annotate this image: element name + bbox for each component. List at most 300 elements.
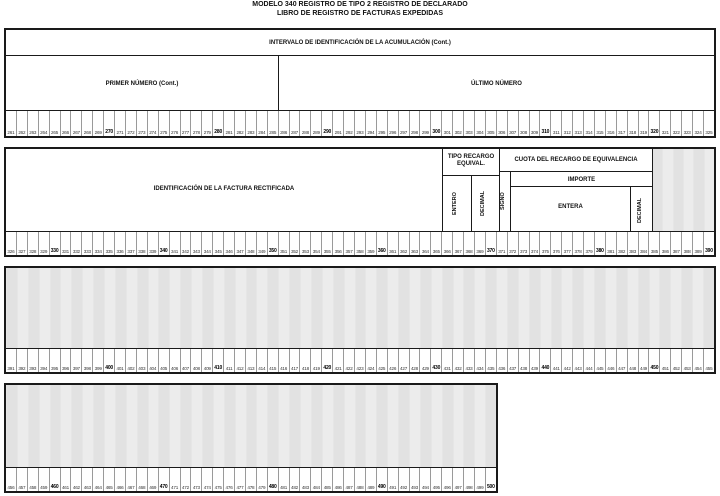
- position-number: 401: [116, 366, 124, 371]
- position-cell: [125, 111, 136, 136]
- position-number: 386: [661, 249, 669, 254]
- position-number: 425: [378, 366, 386, 371]
- position-number: 347: [236, 249, 244, 254]
- position-cell: [354, 468, 365, 491]
- position-cell: [16, 468, 27, 491]
- position-cell: [245, 349, 256, 372]
- position-number: 447: [618, 366, 626, 371]
- position-cell: [376, 232, 387, 255]
- position-cell: [289, 349, 300, 372]
- position-number: 352: [290, 249, 299, 254]
- position-cell: [70, 349, 81, 372]
- position-cell: [234, 232, 245, 255]
- shade-stripe: [50, 268, 61, 348]
- position-cell: [529, 232, 540, 255]
- position-number: 337: [127, 249, 135, 254]
- position-cell: [659, 232, 670, 255]
- position-number: 388: [683, 249, 691, 254]
- position-cell: [81, 111, 92, 136]
- position-cell: [60, 111, 71, 136]
- position-cell: [463, 349, 474, 372]
- position-cell: [670, 232, 681, 255]
- position-cell: [387, 349, 398, 372]
- shade-stripe: [148, 268, 159, 348]
- position-number: 370: [486, 248, 495, 254]
- position-cell: [539, 111, 550, 136]
- position-number: 381: [607, 249, 615, 254]
- position-number: 491: [389, 485, 397, 490]
- position-number: 379: [585, 249, 593, 254]
- position-cell: [70, 468, 81, 491]
- position-cell: [299, 468, 310, 491]
- position-cell: [332, 111, 343, 136]
- position-cell: [212, 111, 223, 136]
- position-number: 411: [225, 366, 233, 371]
- position-cell: [616, 111, 627, 136]
- position-cell: [169, 111, 180, 136]
- position-number: 416: [280, 366, 288, 371]
- position-number: 420: [323, 365, 332, 371]
- position-cell: [681, 349, 692, 372]
- position-number: 415: [269, 366, 277, 371]
- position-cell: [583, 232, 594, 255]
- position-number: 358: [356, 249, 364, 254]
- position-cell: [81, 232, 92, 255]
- position-number: 329: [40, 249, 48, 254]
- position-number: 464: [94, 485, 102, 490]
- position-cell: [27, 232, 38, 255]
- position-number: 359: [367, 249, 375, 254]
- position-cell: [245, 111, 256, 136]
- position-cell: [485, 232, 496, 255]
- position-number: 432: [454, 366, 462, 371]
- shade-stripe: [246, 385, 257, 467]
- position-number: 473: [192, 485, 200, 490]
- position-number: 376: [552, 249, 560, 254]
- shaded-area: [652, 149, 714, 231]
- position-cell: [147, 468, 158, 491]
- position-cell: [6, 349, 16, 372]
- position-number: 364: [421, 249, 429, 254]
- position-cell: [529, 349, 540, 372]
- position-number: 286: [280, 130, 288, 135]
- shade-stripe: [289, 385, 300, 467]
- position-cell: [49, 111, 60, 136]
- shade-stripe: [246, 268, 257, 348]
- position-number: 461: [61, 485, 70, 490]
- position-number: 490: [377, 484, 386, 490]
- position-cell: [103, 349, 114, 372]
- shade-stripe: [300, 268, 311, 348]
- shade-stripe: [126, 268, 137, 348]
- position-cell: [180, 232, 191, 255]
- position-cell: [278, 468, 289, 491]
- position-cell: [103, 111, 114, 136]
- position-number: 335: [105, 249, 113, 254]
- shade-stripe: [673, 149, 683, 231]
- position-cell: [648, 349, 659, 372]
- position-number: 398: [83, 366, 91, 371]
- position-number: 319: [639, 130, 648, 135]
- position-cell: [201, 232, 212, 255]
- position-cell: [343, 349, 354, 372]
- position-number: 493: [410, 485, 419, 490]
- position-number: 333: [83, 249, 91, 254]
- position-cell: [332, 232, 343, 255]
- shade-stripe: [398, 385, 409, 467]
- position-cell: [398, 349, 409, 372]
- shade-stripe: [39, 385, 50, 467]
- position-number: 275: [160, 130, 168, 135]
- position-cell: [201, 468, 212, 491]
- shade-stripe: [169, 268, 180, 348]
- position-number: 339: [149, 249, 157, 254]
- shade-stripe: [224, 385, 235, 467]
- position-number: 417: [290, 366, 299, 371]
- position-number: 449: [639, 366, 648, 371]
- position-number: 366: [443, 249, 451, 254]
- shade-stripe: [158, 268, 169, 348]
- position-number: 297: [400, 130, 408, 135]
- position-number: 482: [290, 485, 299, 490]
- shade-stripe: [148, 385, 159, 467]
- position-cell: [605, 349, 616, 372]
- shade-stripe: [463, 385, 474, 467]
- position-cell: [169, 468, 180, 491]
- position-number: 348: [247, 249, 255, 254]
- position-cell: [332, 349, 343, 372]
- position-cell: [212, 468, 223, 491]
- cuota-label: CUOTA DEL RECARGO DE EQUIVALENCIA: [514, 157, 638, 163]
- shade-stripe: [224, 268, 235, 348]
- position-cell: [452, 349, 463, 372]
- position-cell: [550, 232, 561, 255]
- shade-stripe: [6, 268, 17, 348]
- position-number: 413: [247, 366, 255, 371]
- position-number: 356: [334, 249, 342, 254]
- position-cell: [6, 468, 16, 491]
- position-number: 301: [443, 130, 451, 135]
- position-cell: [245, 468, 256, 491]
- position-cell: [572, 232, 583, 255]
- position-cell: [616, 232, 627, 255]
- position-number: 326: [7, 249, 15, 254]
- position-cell: [561, 111, 572, 136]
- position-cell: [114, 111, 125, 136]
- position-cell: [376, 468, 387, 491]
- shade-stripe: [71, 385, 82, 467]
- position-number: 380: [596, 248, 604, 254]
- shade-stripe: [202, 268, 213, 348]
- position-number: 264: [40, 130, 48, 135]
- position-cell: [681, 232, 692, 255]
- position-number: 346: [225, 249, 233, 254]
- shade-stripe: [191, 385, 202, 467]
- position-cell: [692, 349, 703, 372]
- shade-stripe: [649, 268, 660, 348]
- shade-stripe: [387, 385, 398, 467]
- position-number: 474: [203, 485, 211, 490]
- position-cell: [343, 232, 354, 255]
- shade-stripe: [540, 268, 551, 348]
- position-cell: [267, 468, 278, 491]
- position-number: 294: [367, 130, 375, 135]
- position-cell: [627, 232, 638, 255]
- shade-stripe: [28, 268, 39, 348]
- position-number: 362: [400, 249, 408, 254]
- position-cell: [60, 349, 71, 372]
- shade-stripe: [453, 385, 464, 467]
- position-cell: [180, 349, 191, 372]
- shade-stripe: [474, 268, 485, 348]
- shade-stripe: [115, 385, 126, 467]
- position-cell: [507, 232, 518, 255]
- section-accumulation-interval: [4, 28, 716, 138]
- position-cell: [485, 468, 496, 491]
- position-number: 343: [192, 249, 200, 254]
- position-cell: [6, 111, 16, 136]
- position-cell: [125, 349, 136, 372]
- position-number: 448: [629, 366, 637, 371]
- position-number: 351: [280, 249, 288, 254]
- rectified-invoice-label: IDENTIFICACIÓN DE LA FACTURA RECTIFICADA: [153, 186, 295, 192]
- shade-stripe: [344, 385, 355, 467]
- shade-stripe: [60, 268, 71, 348]
- position-cell: [452, 111, 463, 136]
- position-cell: [354, 111, 365, 136]
- position-number: 363: [410, 249, 419, 254]
- position-cell: [27, 111, 38, 136]
- position-number: 325: [705, 130, 713, 135]
- last-number-label: ÚLTIMO NÚMERO: [471, 81, 522, 87]
- position-cell: [289, 111, 300, 136]
- position-number: 498: [465, 485, 473, 490]
- position-number: 438: [520, 366, 528, 371]
- position-cell: [27, 468, 38, 491]
- position-number: 292: [345, 130, 353, 135]
- position-number: 487: [345, 485, 353, 490]
- shade-stripe: [278, 268, 289, 348]
- position-number: 458: [29, 485, 37, 490]
- position-cell: [507, 111, 518, 136]
- position-cell: [103, 232, 114, 255]
- position-number: 430: [432, 365, 441, 371]
- position-number: 496: [443, 485, 451, 490]
- shade-stripe: [463, 268, 474, 348]
- shade-stripe: [605, 268, 616, 348]
- position-number: 395: [51, 366, 59, 371]
- position-number: 404: [149, 366, 157, 371]
- position-number: 445: [596, 366, 604, 371]
- position-cell: [550, 111, 561, 136]
- position-cell: [692, 232, 703, 255]
- position-number: 484: [312, 485, 320, 490]
- section-reserved-final: [4, 383, 498, 493]
- shade-stripe: [551, 268, 562, 348]
- position-cell: [659, 349, 670, 372]
- position-number: 373: [520, 249, 528, 254]
- position-number: 468: [138, 485, 146, 490]
- position-cell: [321, 232, 332, 255]
- position-cell: [190, 111, 201, 136]
- position-cell: [376, 349, 387, 372]
- shade-stripe: [289, 268, 300, 348]
- position-number: 357: [345, 249, 353, 254]
- position-cell: [561, 232, 572, 255]
- position-cell: [6, 232, 16, 255]
- shade-stripe: [529, 268, 540, 348]
- position-cell: [49, 232, 60, 255]
- shade-stripe: [180, 268, 191, 348]
- shade-stripe: [420, 268, 431, 348]
- shade-stripe: [409, 385, 420, 467]
- position-cell: [670, 349, 681, 372]
- position-number: 306: [498, 130, 506, 135]
- position-number: 276: [171, 130, 179, 135]
- shade-stripe: [17, 268, 28, 348]
- position-number: 271: [116, 130, 124, 135]
- position-cell: [474, 468, 485, 491]
- position-number: 397: [72, 366, 80, 371]
- position-number: 460: [50, 484, 59, 490]
- position-number: 499: [476, 485, 484, 490]
- position-number: 434: [476, 366, 484, 371]
- position-cell: [245, 232, 256, 255]
- position-number: 384: [639, 249, 648, 254]
- position-cell: [234, 468, 245, 491]
- position-number: 345: [214, 249, 222, 254]
- position-cell: [256, 349, 267, 372]
- position-number: 451: [661, 366, 669, 371]
- position-cell: [169, 232, 180, 255]
- shade-stripe: [485, 385, 496, 467]
- position-number: 361: [389, 249, 397, 254]
- position-cell: [310, 111, 321, 136]
- position-number: 354: [312, 249, 320, 254]
- shade-stripe: [71, 268, 82, 348]
- position-number: 338: [138, 249, 146, 254]
- position-cell: [419, 468, 430, 491]
- shade-stripe: [583, 268, 594, 348]
- accumulation-interval-title: INTERVALO DE IDENTIFICACIÓN DE LA ACUMULACIÓN (Cont.): [269, 40, 451, 46]
- position-cells-261-325: [6, 111, 714, 136]
- position-number: 285: [269, 130, 277, 135]
- position-cell: [180, 111, 191, 136]
- position-number: 316: [607, 130, 615, 135]
- position-cell: [638, 349, 649, 372]
- shade-stripe: [93, 385, 104, 467]
- position-cell: [256, 111, 267, 136]
- position-number: 486: [334, 485, 342, 490]
- position-number: 365: [432, 249, 440, 254]
- position-cell: [583, 111, 594, 136]
- shade-stripe: [365, 268, 376, 348]
- position-number: 332: [72, 249, 80, 254]
- position-cell: [616, 349, 627, 372]
- position-number: 324: [694, 130, 702, 135]
- position-number: 330: [50, 248, 59, 254]
- position-number: 262: [18, 130, 26, 135]
- position-number: 369: [476, 249, 484, 254]
- shade-stripe: [693, 149, 703, 231]
- position-cell: [343, 468, 354, 491]
- position-number: 407: [181, 366, 189, 371]
- position-cell: [234, 111, 245, 136]
- position-number: 424: [367, 366, 375, 371]
- position-cell: [398, 111, 409, 136]
- position-cell: [485, 349, 496, 372]
- position-cell: [419, 232, 430, 255]
- shade-stripe: [104, 268, 115, 348]
- position-cell: [60, 468, 71, 491]
- position-number: 435: [487, 366, 495, 371]
- position-number: 414: [258, 366, 266, 371]
- position-number: 290: [323, 129, 332, 135]
- position-number: 452: [672, 366, 680, 371]
- position-cell: [648, 232, 659, 255]
- position-cell: [605, 232, 616, 255]
- position-number: 318: [629, 130, 637, 135]
- position-cell: [169, 349, 180, 372]
- position-number: 454: [694, 366, 702, 371]
- position-number: 371: [498, 249, 506, 254]
- position-number: 479: [258, 485, 266, 490]
- shade-stripe: [442, 385, 453, 467]
- shade-stripe: [344, 268, 355, 348]
- position-cell: [409, 349, 420, 372]
- position-number: 328: [29, 249, 37, 254]
- position-cell: [212, 349, 223, 372]
- shade-stripe: [518, 268, 529, 348]
- position-cells-391-455: [6, 349, 714, 372]
- position-cell: [703, 232, 714, 255]
- position-cell: [430, 111, 441, 136]
- position-cell: [430, 468, 441, 491]
- position-cell: [321, 468, 332, 491]
- position-cell: [289, 468, 300, 491]
- position-cell: [409, 232, 420, 255]
- position-cell: [256, 232, 267, 255]
- position-number: 350: [268, 248, 277, 254]
- position-number: 288: [301, 130, 309, 135]
- position-cell: [92, 111, 103, 136]
- position-number: 467: [127, 485, 135, 490]
- position-number: 453: [683, 366, 691, 371]
- position-number: 444: [585, 366, 593, 371]
- position-number: 394: [40, 366, 48, 371]
- position-cell: [692, 111, 703, 136]
- decimal-label: DECIMAL: [480, 190, 486, 216]
- position-cell: [38, 111, 49, 136]
- first-number-label: PRIMER NÚMERO (Cont.): [105, 81, 179, 87]
- shade-stripe: [256, 268, 267, 348]
- position-cell: [125, 232, 136, 255]
- shade-stripe: [355, 385, 366, 467]
- shade-stripe: [213, 385, 224, 467]
- position-cell: [594, 349, 605, 372]
- position-cell: [223, 111, 234, 136]
- shade-stripe: [333, 268, 344, 348]
- position-cell: [572, 111, 583, 136]
- position-number: 475: [214, 485, 222, 490]
- position-cell: [158, 349, 169, 372]
- position-cell: [430, 232, 441, 255]
- position-cell: [409, 468, 420, 491]
- position-number: 282: [236, 130, 244, 135]
- position-number: 268: [83, 130, 91, 135]
- shade-stripe: [235, 268, 246, 348]
- shade-stripe: [311, 268, 322, 348]
